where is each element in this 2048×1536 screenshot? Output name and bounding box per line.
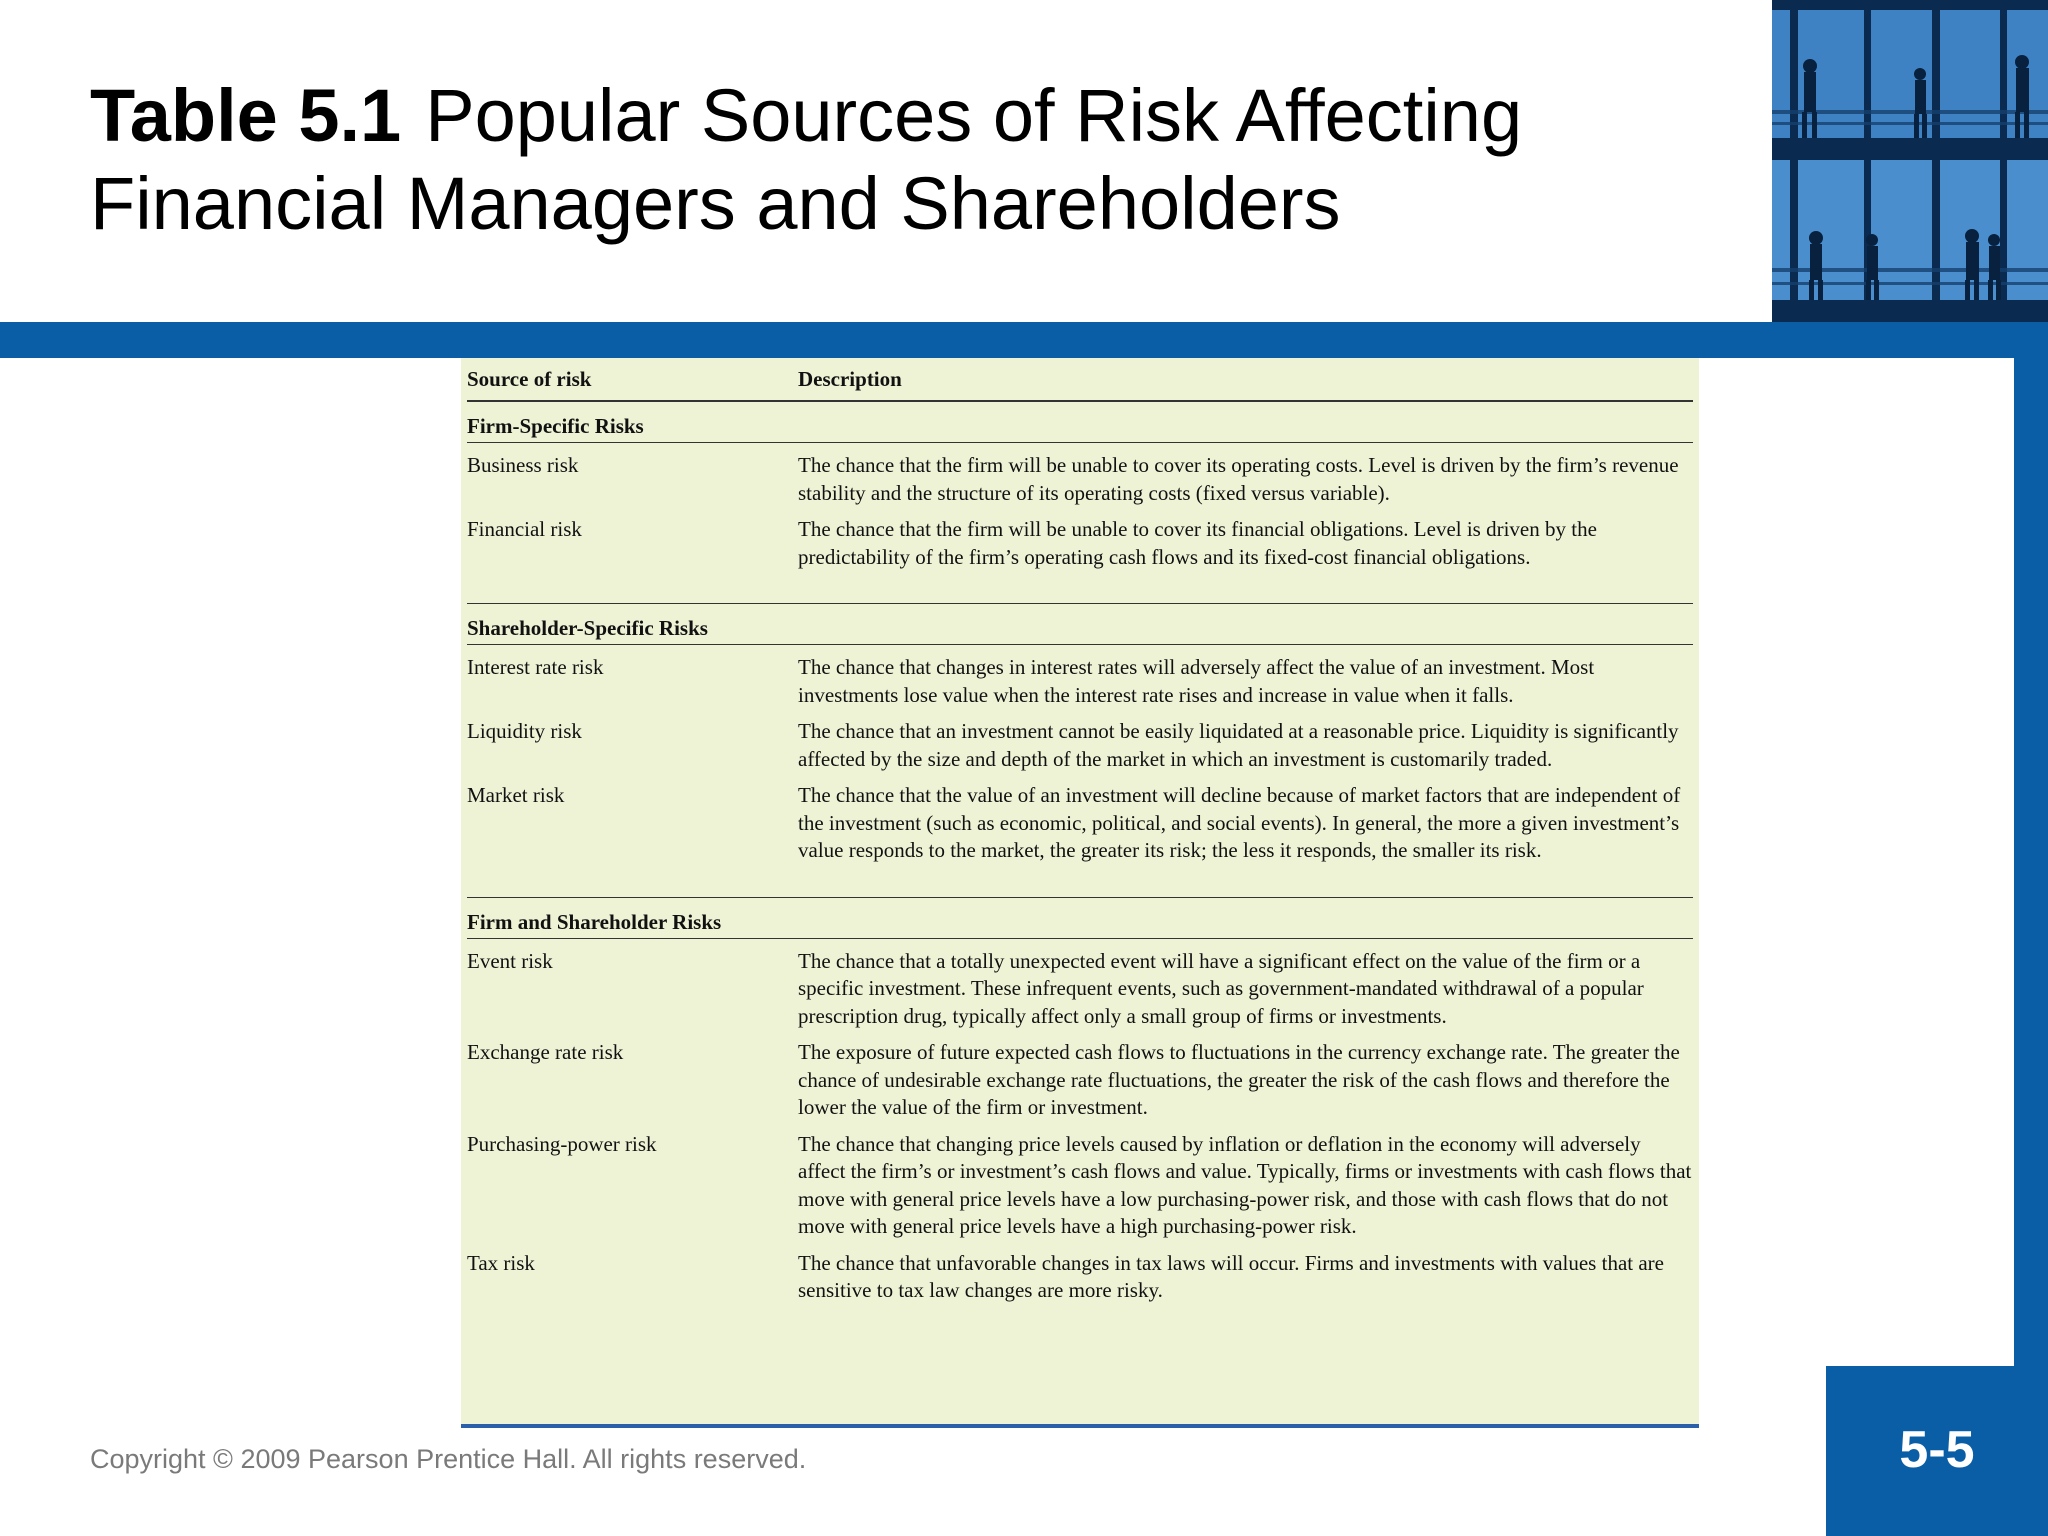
risk-source: Liquidity risk — [467, 719, 582, 743]
risk-source: Exchange rate risk — [467, 1040, 624, 1064]
risk-description: The chance that unfavorable changes in tax laws will occur. Firms and investments with values that are sensitive to tax law changes are more risky. — [798, 1250, 1664, 1302]
risk-description: The chance that an investment cannot be easily liquidated at a reasonable price. Liquidity is significantly affected by the size and depth of the market in which an investment is customarily traded. — [798, 719, 1679, 771]
section-header-shareholder-specific — [467, 603, 1693, 645]
table-row — [467, 1241, 1693, 1305]
header-photo — [1772, 0, 2048, 322]
section-title: Firm and Shareholder Risks — [467, 909, 722, 934]
table-row — [467, 507, 1693, 571]
risk-description: The chance that changes in interest rates will adversely affect the value of an investment. Most investments lose value when the interest rate rises and increase in value when it falls. — [798, 655, 1595, 707]
table-row — [467, 1122, 1693, 1241]
risk-source: Business risk — [467, 453, 579, 477]
slide-title — [90, 72, 1710, 248]
header-band — [0, 322, 2048, 358]
copyright-notice: Copyright © 2009 Pearson Prentice Hall. All rights reserved. — [90, 1444, 807, 1474]
risk-source: Tax risk — [467, 1250, 535, 1275]
risk-description: The chance that changing price levels caused by inflation or deflation in the economy will adversely affect the firm’s or investment’s cash flows and value. Typically, firms or investments with cash flows that move with general price levels have a low purchasing-power risk, and those with cash flows that do not move with general price levels have a high purchasing-power risk. — [798, 1131, 1692, 1238]
right-stripe — [2014, 358, 2048, 1368]
table-row — [467, 709, 1693, 773]
risk-description: The chance that a totally unexpected event will have a significant effect on the value of the firm or a specific investment. These infrequent events, such as government-mandated withdrawal of a popular prescription drug, typically affect only a small group of firms or investments. — [798, 948, 1644, 1028]
table-title-text: Popular Sources of Risk Affecting Financial Managers and Shareholders — [90, 74, 1523, 245]
table-header-row — [467, 358, 1693, 402]
page-number: 5-5 — [1899, 1421, 1975, 1479]
risk-table — [461, 358, 1699, 1428]
section-header-firm-and-shareholder — [467, 897, 1693, 939]
risk-description: The exposure of future expected cash flows to fluctuations in the currency exchange rate. The greater the chance of undesirable exchange rate fluctuations, the greater the risk of the cash flows and therefore the lower the value of the firm or investment. — [798, 1040, 1680, 1119]
risk-source: Market risk — [467, 783, 565, 807]
risk-description: The chance that the firm will be unable to cover its financial obligations. Level is driven by the predictability of the firm’s operating cash flows and its fixed-cost financial obligations. — [798, 517, 1597, 569]
table-row — [467, 773, 1693, 865]
risk-source: Purchasing-power risk — [467, 1131, 657, 1156]
section-title: Firm-Specific Risks — [467, 414, 644, 438]
table-row — [467, 939, 1693, 1031]
risk-description: The chance that the value of an investment will decline because of market factors that are independent of the investment (such as economic, political, and social events). In general, the more a given investment’s value responds to the market, the greater its risk; the less it responds, the smaller its risk. — [798, 783, 1681, 862]
column-header-description: Description — [798, 367, 902, 391]
table-number: Table 5.1 — [90, 74, 402, 157]
risk-source: Event risk — [467, 948, 553, 973]
table-row — [467, 645, 1693, 709]
office-silhouettes-image — [1772, 0, 2048, 322]
column-header-source: Source of risk — [467, 367, 592, 391]
section-title: Shareholder-Specific Risks — [467, 616, 708, 640]
table-row — [467, 1030, 1693, 1122]
risk-description: The chance that the firm will be unable to cover its operating costs. Level is driven by the firm’s revenue stability and the structure of its operating costs (fixed versus variable). — [798, 453, 1679, 505]
section-header-firm-specific — [467, 402, 1693, 443]
table-row — [467, 443, 1693, 507]
risk-source: Interest rate risk — [467, 655, 604, 679]
risk-table-body — [467, 358, 1693, 1305]
risk-source: Financial risk — [467, 517, 582, 541]
